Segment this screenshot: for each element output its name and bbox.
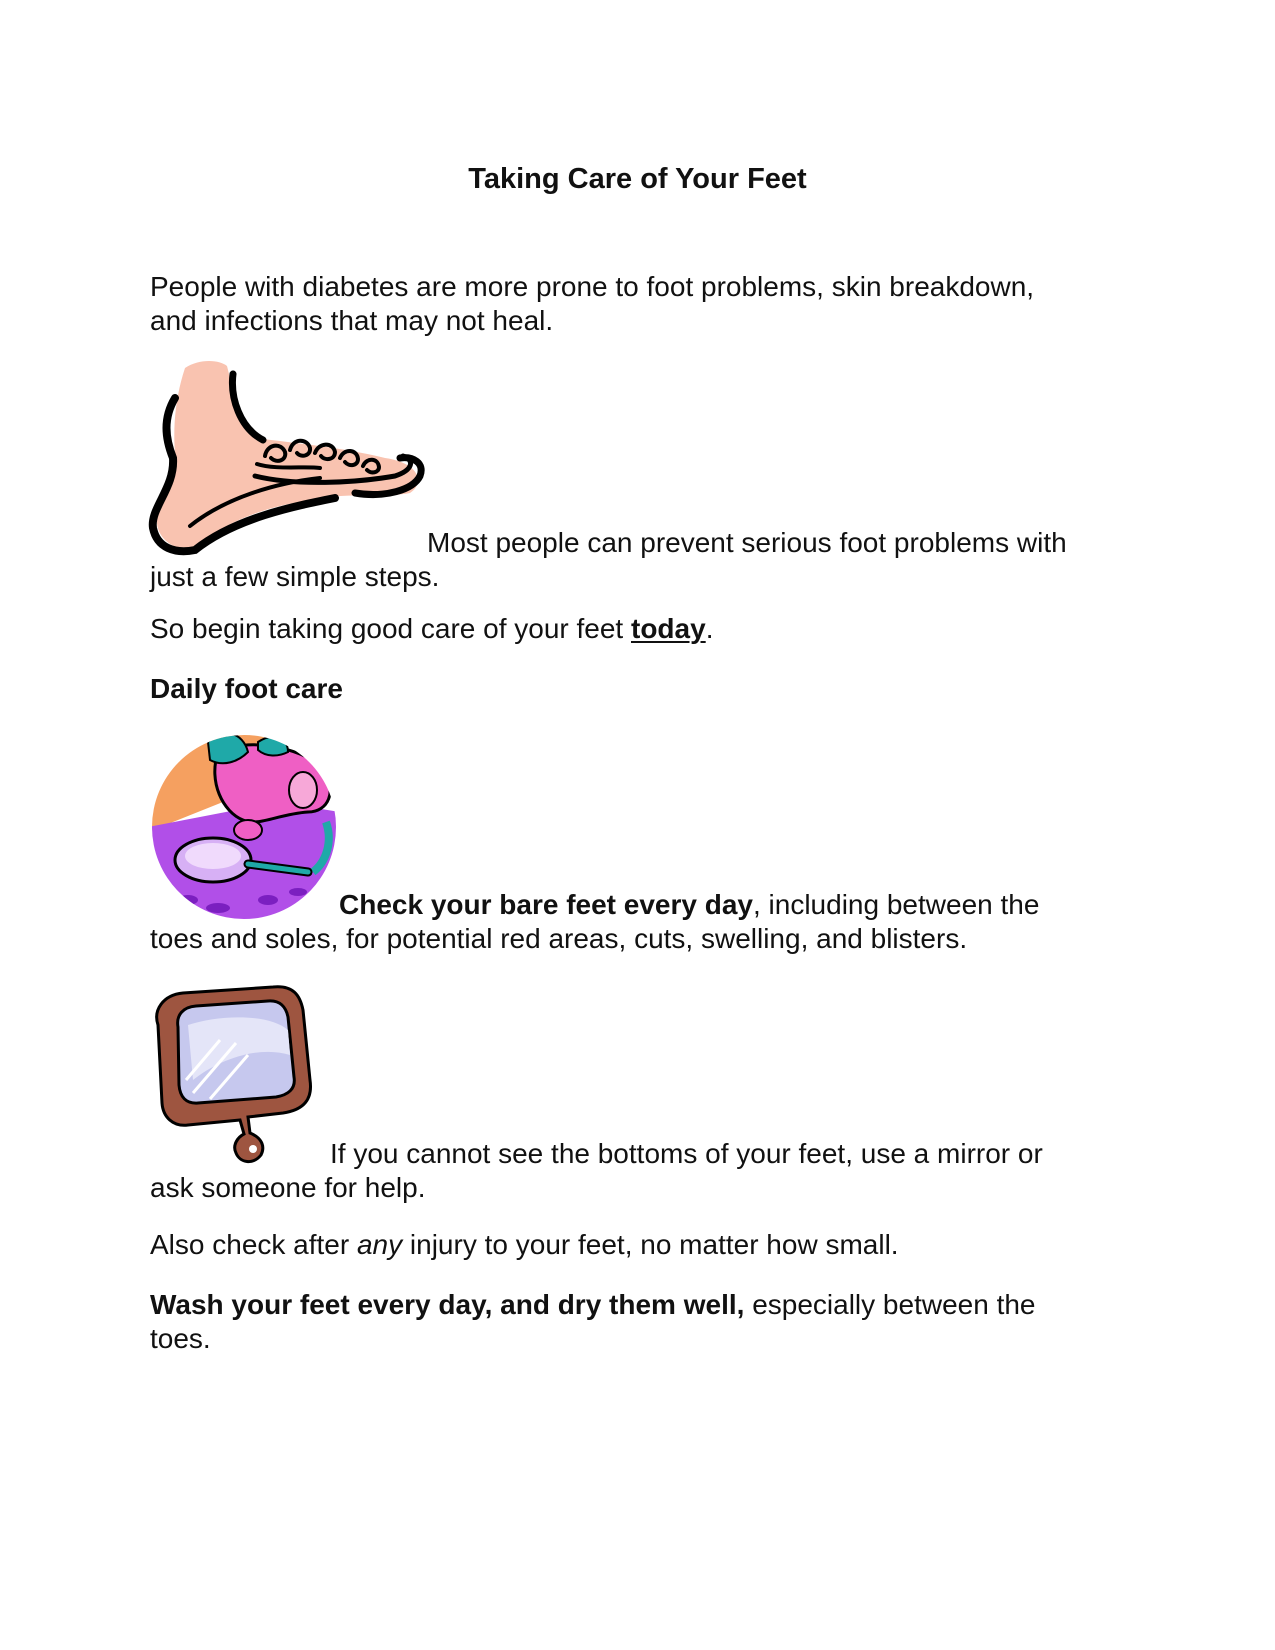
wash-paragraph: Wash your feet every day, and dry them well, especially between the toes. [150,1289,1036,1354]
also-check-paragraph: Also check after any injury to your feet, no matter how small. [150,1229,899,1260]
section-heading: Daily foot care [150,673,343,704]
intro-paragraph: People with diabetes are more prone to foot problems, skin breakdown, and infections that may not heal. [150,271,1035,336]
page-title: Taking Care of Your Feet [468,163,807,195]
check-paragraph: Check your bare feet every day, including between the toes and soles, for potential red areas, cuts, swelling, and blisters. [150,889,1040,954]
begin-paragraph: So begin taking good care of your feet today. [150,613,714,644]
mirror-paragraph: If you cannot see the bottoms of your feet, use a mirror or ask someone for help. [150,1138,1043,1203]
prevention-paragraph: Most people can prevent serious foot problems with just a few simple steps. [150,527,1067,592]
today-emphasis: today [631,613,706,644]
